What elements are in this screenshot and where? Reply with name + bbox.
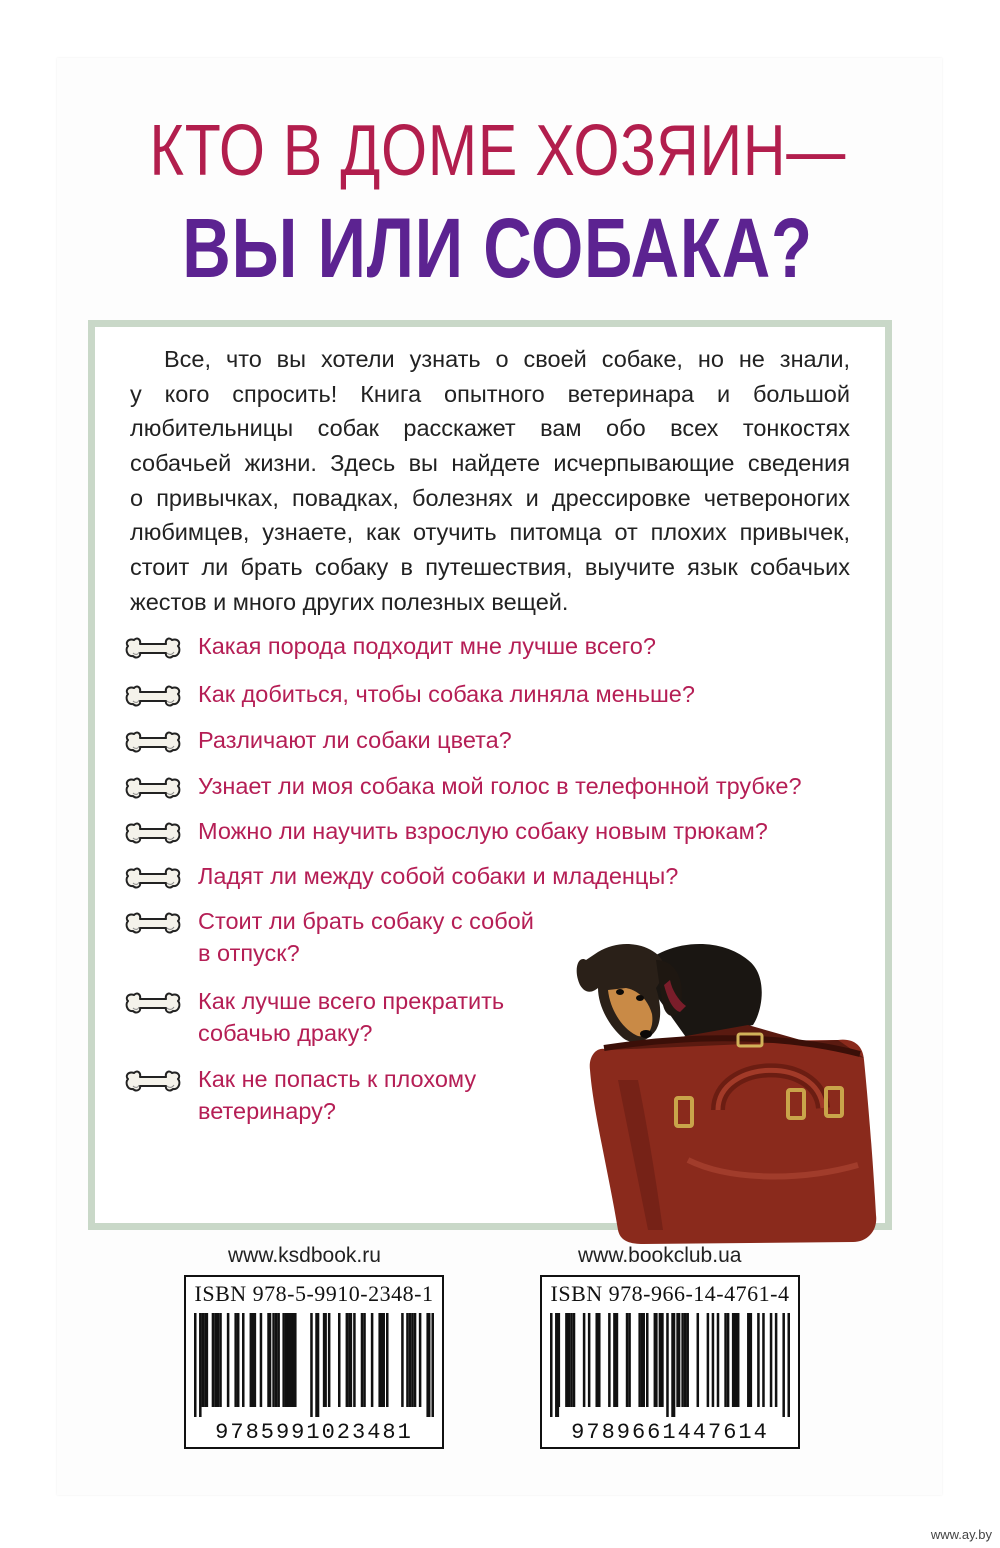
barcode-bar (782, 1313, 785, 1417)
dog-bone-icon (125, 1070, 181, 1094)
barcode-bar (242, 1313, 245, 1407)
dog-bone-icon (125, 867, 181, 891)
question-text: Различают ли собаки цвета? (198, 727, 512, 753)
barcode-bar (666, 1313, 669, 1417)
barcode-bar (628, 1313, 631, 1407)
barcode-bar (363, 1313, 366, 1407)
barcode-bar (212, 1313, 215, 1407)
ean-digits: 9785991023481 (215, 1420, 413, 1445)
barcode-bar (277, 1313, 280, 1407)
barcode-bar (750, 1313, 753, 1407)
description-line: Все, что вы хотели узнать о своей собаке, но не знали, (164, 346, 850, 372)
barcode-bar (371, 1313, 374, 1407)
barcode-bar (707, 1313, 710, 1407)
barcode-bar (626, 1313, 629, 1407)
description-line: любительницы собак расскажет вам обо всех тонкостях (130, 415, 850, 442)
question-text: Ладят ли между собой собаки и младенцы? (198, 863, 679, 889)
barcode-bar (310, 1313, 313, 1417)
barcode-bar (346, 1313, 349, 1407)
barcode-bar (661, 1313, 664, 1407)
dog-bone-icon (125, 822, 181, 846)
barcode-bar (219, 1313, 222, 1407)
isbn-label: ISBN 978-5-9910-2348-1 (194, 1281, 434, 1306)
barcode-bar (272, 1313, 275, 1407)
barcode-bar (588, 1313, 591, 1407)
barcode-bar (275, 1313, 278, 1407)
barcode-bar (724, 1313, 727, 1407)
description-line: любимцев, узнаете, как отучить питомца от плохих привычек, (130, 519, 850, 546)
barcode-bar (431, 1313, 434, 1417)
barcode-bar (287, 1313, 290, 1407)
barcode-bar (684, 1313, 687, 1407)
dog-bone-icon (125, 637, 181, 661)
barcode-bar (686, 1313, 689, 1407)
barcode-bar (712, 1313, 715, 1407)
barcode-bar (426, 1313, 430, 1417)
question-text: в отпуск? (198, 940, 300, 966)
dog-bone-icon (125, 731, 181, 755)
description-line: у кого спросить! Книга опытного ветеринара и большой (130, 380, 850, 407)
barcode-bar (641, 1313, 645, 1407)
barcode-bar (353, 1313, 356, 1407)
barcode-bar (260, 1313, 263, 1407)
barcode-bar (323, 1313, 327, 1407)
barcode-bar (775, 1313, 778, 1407)
barcode-bar (762, 1313, 765, 1407)
title-line-2: ВЫ ИЛИ СОБАКА? (182, 201, 813, 295)
barcode-bar (646, 1313, 649, 1407)
barcode-bar (717, 1313, 720, 1407)
barcode-bar (338, 1313, 341, 1407)
barcode-bar (573, 1313, 576, 1407)
barcode-bar (204, 1313, 208, 1407)
description-line: собачьей жизни. Здесь вы найдете исчерпывающие сведения (130, 450, 850, 477)
barcode-bar (227, 1313, 230, 1407)
barcode-bar (638, 1313, 641, 1407)
question-text: Узнает ли моя собака мой голос в телефонной трубке? (198, 773, 802, 799)
barcode-bar (315, 1313, 319, 1417)
dog-in-bag-photo (568, 930, 886, 1248)
barcode-bar (671, 1313, 675, 1417)
ean-digits: 9789661447614 (571, 1420, 769, 1445)
barcode-bar (348, 1313, 352, 1407)
barcode-bar (419, 1313, 422, 1407)
dog-bone-icon (125, 912, 181, 936)
question-text: собачью драку? (198, 1020, 373, 1046)
barcode-bar (583, 1313, 586, 1407)
question-text: Как не попасть к плохому (198, 1066, 477, 1092)
barcode-bar (570, 1313, 573, 1407)
question-text: ветеринару? (198, 1098, 336, 1124)
barcode-bar (568, 1313, 571, 1407)
barcode-bar (550, 1313, 553, 1417)
barcode-bar (237, 1313, 240, 1407)
barcode-bar (217, 1313, 220, 1407)
barcode-bar (787, 1313, 790, 1417)
barcode-bar (598, 1313, 601, 1407)
question-text: Стоит ли брать собаку с собой (198, 908, 534, 934)
barcode-bars (548, 1313, 792, 1417)
barcode-bar (199, 1313, 202, 1417)
barcode-bars (192, 1313, 436, 1417)
barcode-bar (697, 1313, 700, 1407)
barcode-block-2 (540, 1275, 800, 1449)
barcode-bar (401, 1313, 404, 1407)
barcode-bar (267, 1313, 271, 1407)
description-line: о привычках, повадках, болезнях и дрессировке четвероногих (130, 484, 850, 511)
barcode-bar (252, 1313, 256, 1407)
barcode-bar (406, 1313, 409, 1407)
barcode-bar (676, 1313, 680, 1407)
description (130, 342, 850, 620)
barcode-bar (293, 1313, 297, 1407)
barcode-bar (681, 1313, 684, 1407)
barcode-bar (409, 1313, 412, 1407)
barcode-bar (381, 1313, 385, 1407)
question-text: Как лучше всего прекратить (198, 988, 505, 1014)
question-text: Какая порода подходит мне лучше всего? (198, 633, 656, 659)
description-line: жестов и много других полезных вещей. (130, 588, 569, 615)
question-text: Можно ли научить взрослую собаку новым трюкам? (198, 818, 768, 844)
barcode-bar (386, 1313, 389, 1407)
barcode-bar (608, 1313, 611, 1407)
barcode-bar (282, 1313, 285, 1407)
barcode-bar (361, 1313, 364, 1407)
barcode-bar (737, 1313, 740, 1407)
barcode-bar (411, 1313, 414, 1407)
barcode-bar (757, 1313, 760, 1407)
title-line-1: КТО В ДОМЕ ХОЗЯИН— (149, 111, 847, 191)
dog-bone-icon (125, 992, 181, 1016)
dog-bone-icon (125, 777, 181, 801)
barcode-bar (202, 1313, 205, 1407)
barcode-bar (770, 1313, 773, 1407)
barcode-bar (558, 1313, 561, 1407)
barcode-block-1 (184, 1275, 444, 1449)
barcode-bar (654, 1313, 658, 1407)
barcode-bar (328, 1313, 331, 1407)
barcode-bar (234, 1313, 237, 1407)
watermark: www.ay.by (930, 1527, 992, 1542)
barcode-bar (194, 1313, 197, 1417)
publisher-url-1: www.ksdbook.ru (228, 1244, 381, 1267)
question-text: Как добиться, чтобы собака линяла меньше? (198, 681, 695, 707)
description-line: стоит ли брать собаку в путешествия, выучите язык собачьих (130, 554, 850, 581)
dog-bone-icon (125, 685, 181, 709)
barcode-bar (616, 1313, 619, 1407)
barcode-bar (727, 1313, 730, 1407)
barcode-bar (414, 1313, 417, 1407)
publisher-url-2: www.bookclub.ua (578, 1244, 742, 1267)
isbn-label: ISBN 978-966-14-4761-4 (550, 1281, 790, 1306)
